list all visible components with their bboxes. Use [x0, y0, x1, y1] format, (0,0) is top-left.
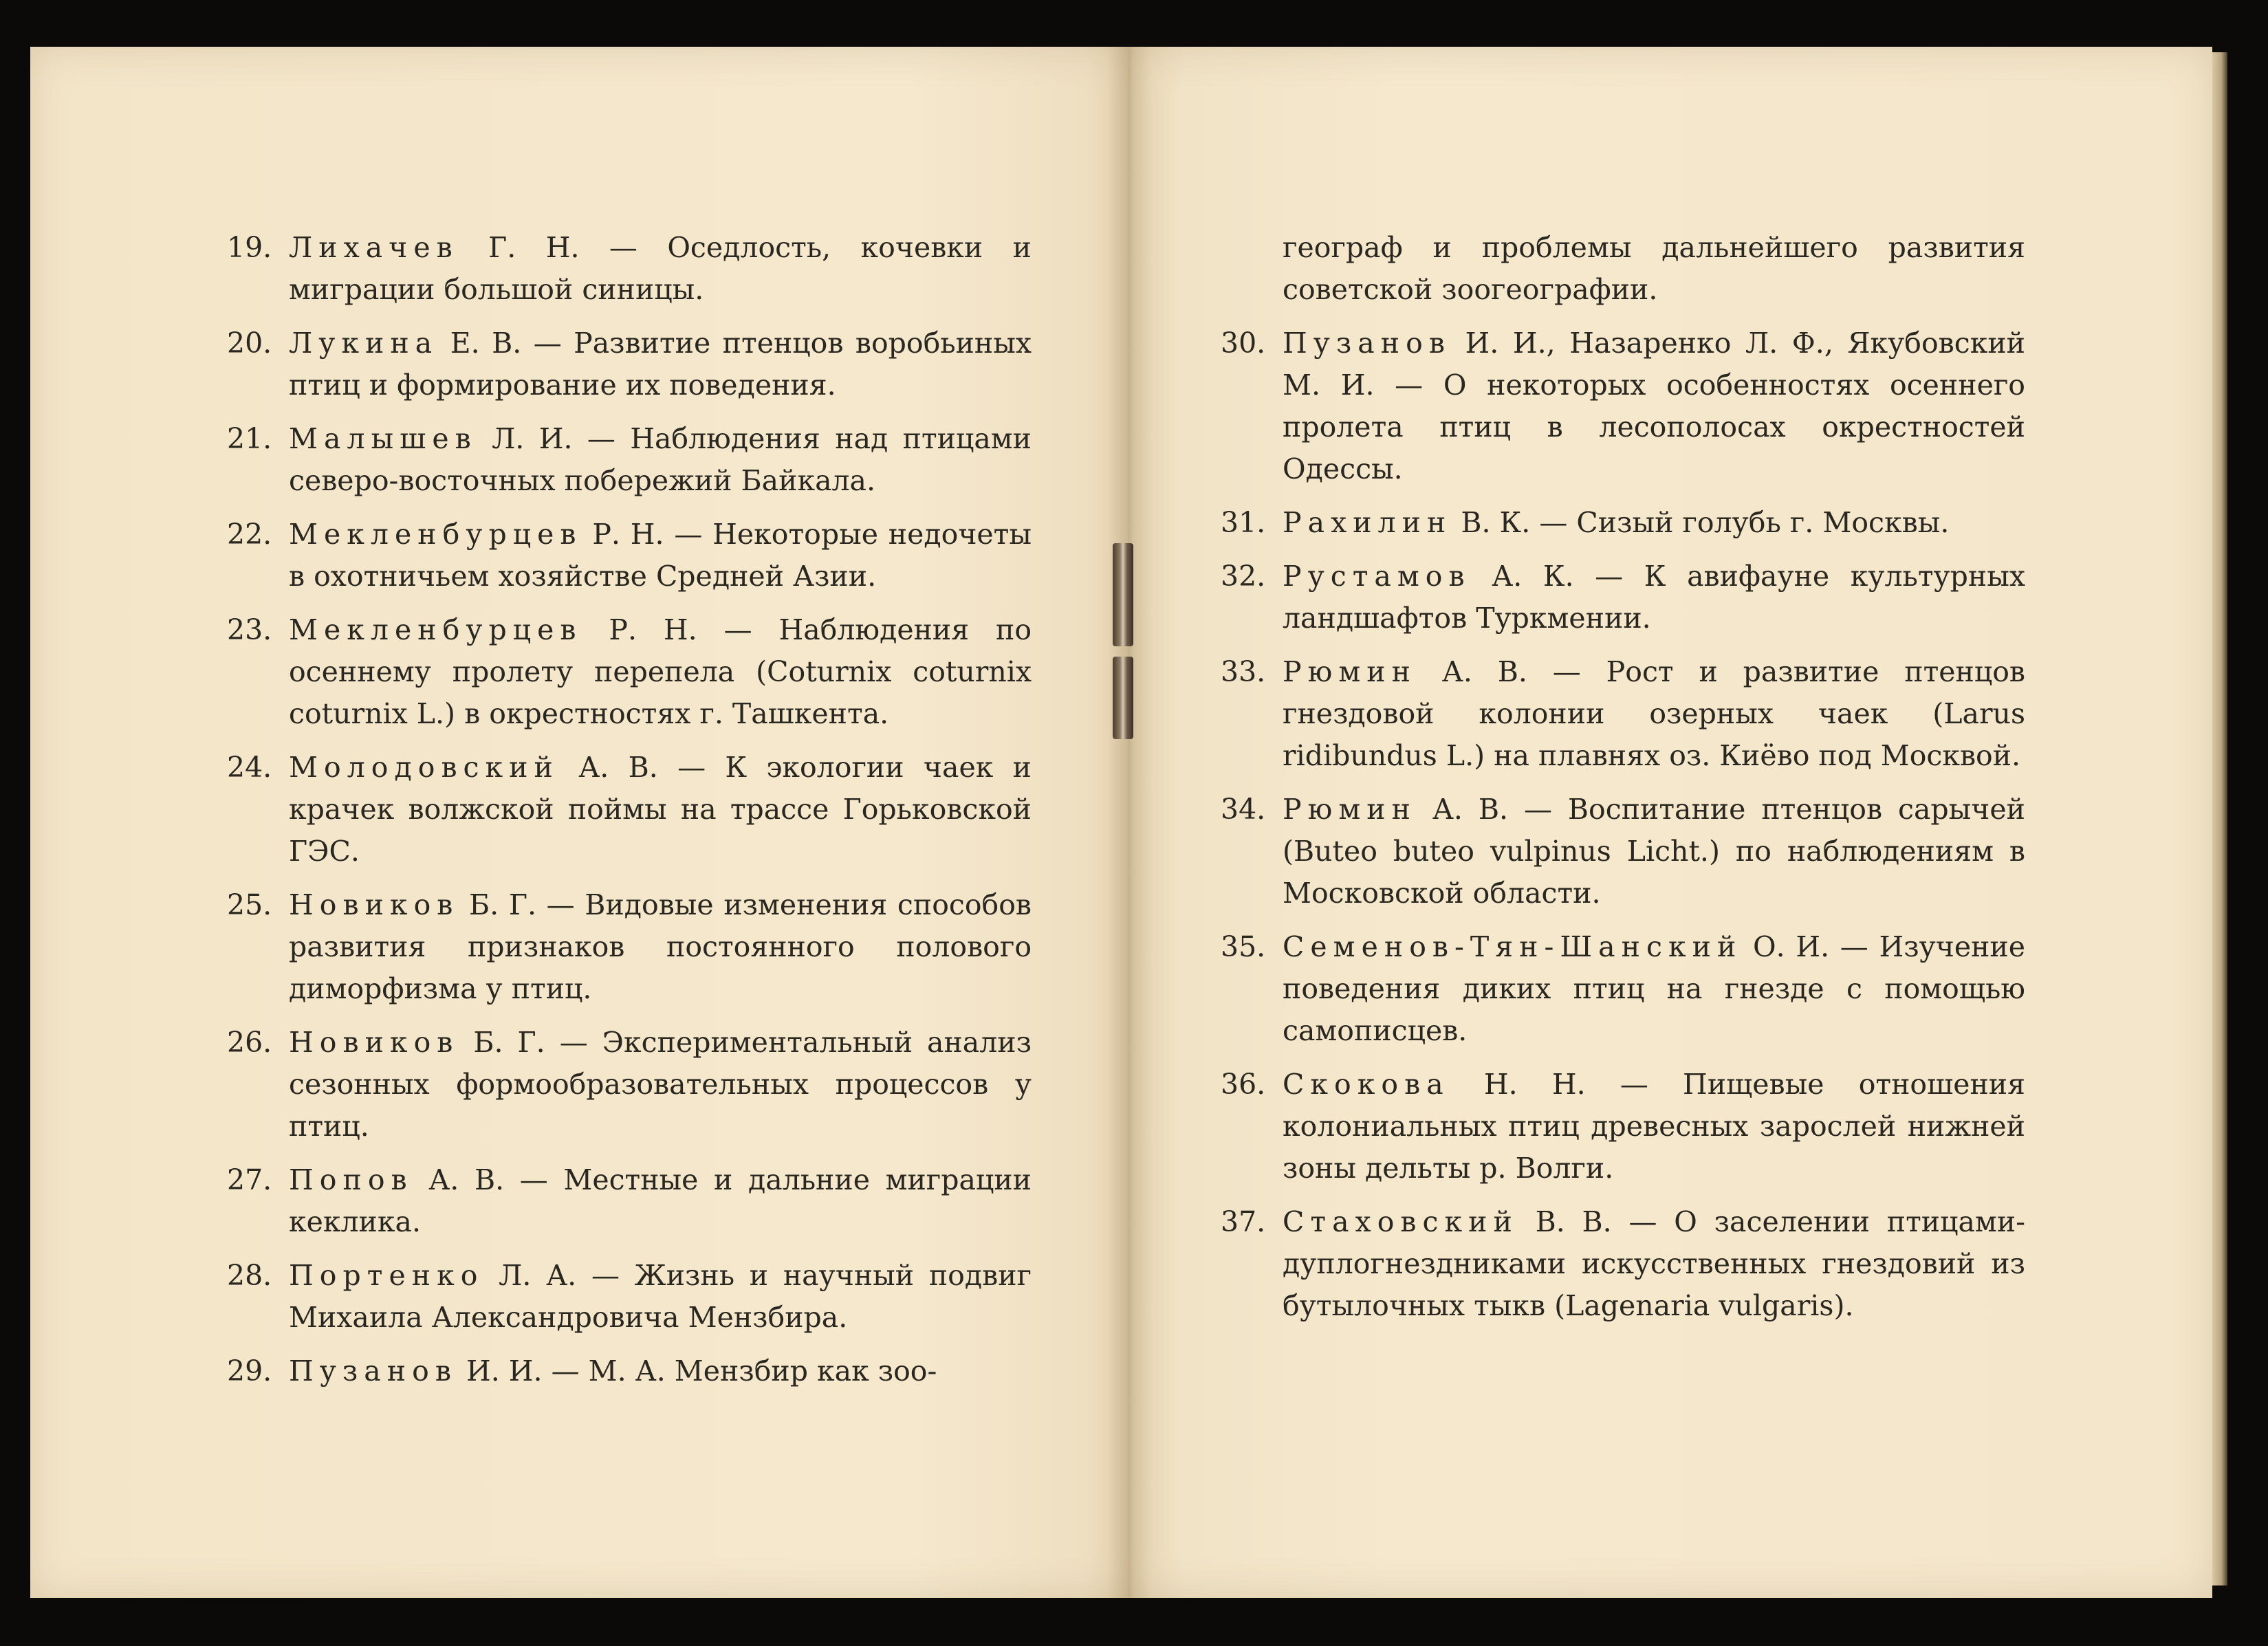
- entry-number: 19.: [227, 231, 272, 264]
- entry-text: Л. И. — Наблюдения над птицами северо-восточных побережий Байкала.: [289, 422, 1032, 497]
- entry-text: Л. А. — Жизнь и научный подвиг Михаила Александровича Мензбира.: [289, 1259, 1032, 1334]
- entry-number: 32.: [1221, 560, 1266, 593]
- entry-number: 33.: [1221, 655, 1266, 688]
- list-item: [227, 1159, 1032, 1243]
- list-item: [1221, 926, 2025, 1052]
- entry-text: В. В. — О заселении птицами-дуплогнездниками искусственных гнездовий из бутылочных тыкв (Lagenaria vulgaris).: [1283, 1205, 2025, 1322]
- entry-text: Р. Н. — Некоторые недочеты в охотничьем хозяйстве Средней Азии.: [289, 518, 1032, 593]
- list-item: [227, 609, 1032, 735]
- entry-author: Рюмин: [1283, 793, 1417, 826]
- entry-author: Новиков: [289, 888, 459, 921]
- spine-fold: [1107, 47, 1151, 1598]
- staple-bottom: [1113, 657, 1133, 739]
- entry-number: 31.: [1221, 506, 1266, 539]
- page-stack-edge: [2212, 52, 2227, 1585]
- entry-text: А. В. — Воспитание птенцов сарычей (Buteo buteo vulpinus Licht.) по наблюдениям в Московской области.: [1283, 793, 2025, 910]
- entry-number: 20.: [227, 327, 272, 360]
- entry-number: 35.: [1221, 930, 1266, 963]
- list-item: [227, 1022, 1032, 1148]
- entry-number: 27.: [227, 1163, 272, 1196]
- entry-number: 23.: [227, 613, 272, 646]
- entry-text: А. В. — Рост и развитие птенцов гнездовой колонии озерных чаек (Larus ridibundus L.) на плавнях оз. Киёво под Москвой.: [1283, 655, 2025, 772]
- entry-number: 21.: [227, 422, 272, 455]
- list-item: [227, 747, 1032, 873]
- left-page-text: [227, 227, 1032, 1404]
- list-item: [227, 227, 1032, 311]
- entry-author: Мекленбурцев: [289, 518, 582, 551]
- list-item: [227, 514, 1032, 597]
- list-item: [1221, 1064, 2025, 1189]
- entry-author: Скокова: [1283, 1068, 1450, 1101]
- entry-author: Лихачев: [289, 231, 459, 264]
- entry-text: Б. Г. — Экспериментальный анализ сезонных формообразовательных процессов у птиц.: [289, 1026, 1032, 1143]
- entry-text: И. И. — М. А. Мензбир как зоо-: [457, 1354, 937, 1387]
- entry-author: Мекленбурцев: [289, 613, 582, 646]
- entry-number: 29.: [227, 1354, 272, 1387]
- entry-number: 28.: [227, 1259, 272, 1292]
- entry-author: Лукина: [289, 327, 439, 360]
- entry-author: Стаховский: [1283, 1205, 1518, 1238]
- entry-text: Е. В. — Развитие птенцов воробьиных птиц и формирование их поведения.: [289, 327, 1032, 402]
- entry-number: 24.: [227, 751, 272, 784]
- list-item: [1221, 322, 2025, 490]
- entry-text: И. И., Назаренко Л. Ф., Якубовский М. И. — О некоторых особенностях осеннего пролета птиц в лесополосах окрестностей Одессы.: [1283, 327, 2025, 485]
- entry-text: А. В. — К экологии чаек и крачек волжской поймы на трассе Горьковской ГЭС.: [289, 751, 1032, 868]
- entry-author: Рахилин: [1283, 506, 1452, 539]
- entry-text: О. И. — Изучение поведения диких птиц на гнезде с помощью самописцев.: [1283, 930, 2025, 1047]
- entry-author: Пузанов: [289, 1354, 457, 1387]
- entry-text: А. В. — Местные и дальние миграции кеклика.: [289, 1163, 1032, 1238]
- entry-continuation: географ и проблемы дальнейшего развития советской зоогеографии.: [1283, 231, 2025, 306]
- list-item: [227, 884, 1032, 1010]
- entry-author: Малышев: [289, 422, 477, 455]
- list-item: [1221, 502, 2025, 544]
- entry-text: Г. Н. — Оседлость, кочевки и миграции большой синицы.: [289, 231, 1032, 306]
- right-page-text: [1221, 227, 2025, 1339]
- entry-text: Б. Г. — Видовые изменения способов развития признаков постоянного полового диморфизма у птиц.: [289, 888, 1032, 1005]
- entry-author: Рюмин: [1283, 655, 1417, 688]
- entry-number: 37.: [1221, 1205, 1266, 1238]
- list-item: [227, 418, 1032, 502]
- list-item: [227, 322, 1032, 406]
- entry-number: 36.: [1221, 1068, 1266, 1101]
- list-item: [227, 1350, 1032, 1392]
- entry-author: Молодовский: [289, 751, 559, 784]
- list-item: [227, 1255, 1032, 1339]
- list-item: [1221, 651, 2025, 777]
- entry-author: Рустамов: [1283, 560, 1471, 593]
- entry-author: Новиков: [289, 1026, 459, 1059]
- staple-top: [1113, 543, 1133, 646]
- entry-number: 34.: [1221, 793, 1266, 826]
- entry-number: 26.: [227, 1026, 272, 1059]
- entry-number: 30.: [1221, 327, 1266, 360]
- entry-text: Р. Н. — Наблюдения по осеннему пролету перепела (Coturnix coturnix coturnix L.) в окрестностях г. Ташкента.: [289, 613, 1032, 730]
- entry-text: Н. Н. — Пищевые отношения колониальных птиц древесных зарослей нижней зоны дельты р. Волги.: [1283, 1068, 2025, 1185]
- entry-number: 22.: [227, 518, 272, 551]
- list-item: [1221, 789, 2025, 914]
- entry-text: А. К. — К авифауне культурных ландшафтов Туркмении.: [1283, 560, 2025, 635]
- entry-text: В. К. — Сизый голубь г. Москвы.: [1452, 506, 1950, 539]
- entry-author: Портенко: [289, 1259, 484, 1292]
- entry-number: 25.: [227, 888, 272, 921]
- entry-author: Пузанов: [1283, 327, 1451, 360]
- list-item: [1221, 1201, 2025, 1327]
- entry-author: Попов: [289, 1163, 413, 1196]
- entry-author: Семенов-Тян-Шанский: [1283, 930, 1743, 963]
- list-item: [1221, 556, 2025, 639]
